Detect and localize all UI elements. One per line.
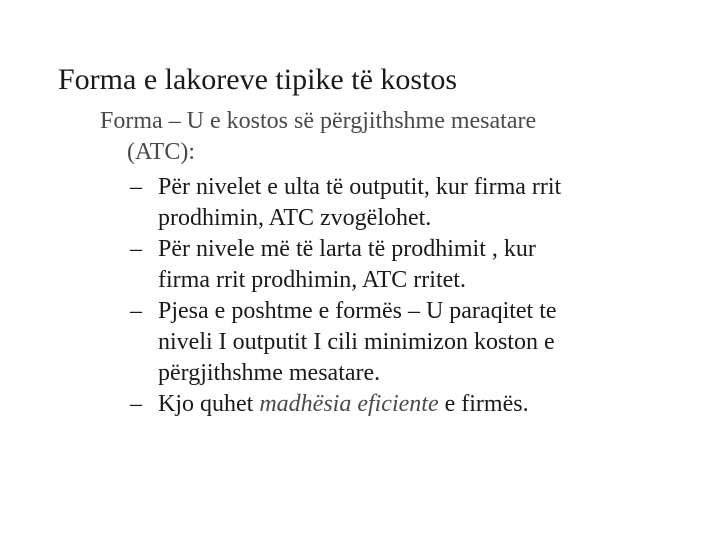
bullet-text: firma rrit prodhimin, ATC rritet. (158, 267, 466, 293)
bullet-text-suffix: e firmës. (438, 391, 529, 417)
bullet-item (130, 296, 690, 389)
dash-marker: – (130, 236, 142, 262)
bullet-text: Për nivele më të larta të prodhimit , kur (158, 236, 536, 262)
bullet-item (130, 389, 690, 420)
dash-marker: – (130, 391, 142, 417)
bullet-text: Pjesa e poshtme e formës – U paraqitet te (158, 298, 557, 324)
dash-marker: – (130, 298, 142, 324)
bullet-text: përgjithshme mesatare. (158, 360, 381, 386)
slide-title: Forma e lakoreve tipike të kostos (58, 63, 458, 96)
bullet-list (130, 172, 690, 420)
subheading-line-2: (ATC): (127, 139, 195, 165)
subheading-line-1: Forma – U e kostos së përgjithshme mesatare (100, 108, 537, 134)
bullet-text: Për nivelet e ulta të outputit, kur firma rrit (158, 174, 562, 200)
bullet-item (130, 234, 690, 296)
emphasis-term: madhësia eficiente (259, 391, 439, 417)
subheading (100, 106, 660, 168)
dash-marker: – (130, 174, 142, 200)
bullet-text-prefix: Kjo quhet (158, 391, 260, 417)
bullet-item (130, 172, 690, 234)
bullet-text: prodhimin, ATC zvogëlohet. (158, 205, 432, 231)
bullet-text: niveli I outputit I cili minimizon koston e (158, 329, 555, 355)
